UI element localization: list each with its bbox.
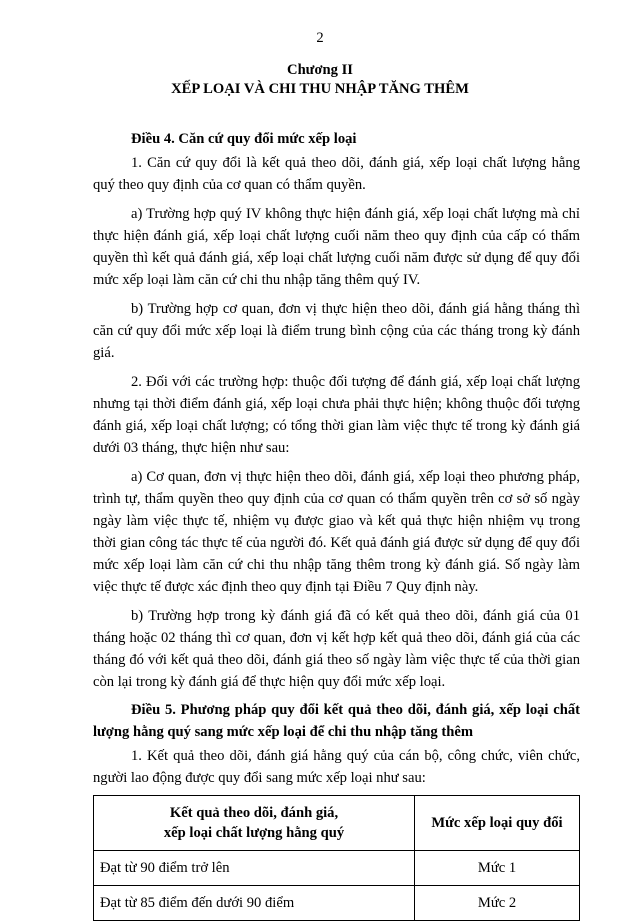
article-4-paragraph: 1. Căn cứ quy đổi là kết quả theo dõi, đánh giá, xếp loại chất lượng hằng quý theo quy định của cơ quan có thẩm quyền. [93, 155, 580, 193]
table-cell-level: Mức 2 [415, 886, 580, 921]
article-5-intro: 1. Kết quả theo dõi, đánh giá hằng quý của cán bộ, công chức, viên chức, người lao động được quy đổi sang mức xếp loại như sau: [93, 748, 580, 786]
article-4-paragraph: 2. Đối với các trường hợp: thuộc đối tượng để đánh giá, xếp loại chất lượng nhưng tại thời điểm đánh giá, xếp loại chưa phải thực hiện; không thuộc đối tượng đánh giá, xếp loại chất lượng; có tổng thời gian làm việc thực tế trong kỳ đánh giá dưới 03 tháng, thực hiện như sau: [93, 374, 580, 456]
table-cell-result: Đạt từ 90 điểm trở lên [94, 851, 415, 886]
article-4-paragraph: b) Trường hợp cơ quan, đơn vị thực hiện theo dõi, đánh giá hằng tháng thì căn cứ quy đổi mức xếp loại là điểm trung bình cộng của các tháng trong kỳ đánh giá. [93, 301, 580, 361]
table-cell-level: Mức 1 [415, 851, 580, 886]
chapter-number: Chương II [287, 62, 353, 78]
chapter-heading [0, 61, 640, 99]
article-4-paragraph: a) Cơ quan, đơn vị thực hiện theo dõi, đánh giá, xếp loại theo phương pháp, trình tự, thẩm quyền theo quy định của cơ quan có thẩm quyền trên cơ sở số ngày ngày làm việc thực tế, nhiệm vụ được giao và kết quả thực hiện nhiệm vụ trong thời gian công tác thực tế của người đó. Kết quả đánh giá được sử dụng để quy đổi mức xếp loại làm căn cứ chi thu nhập tăng thêm trong kỳ đánh giá. Số ngày làm việc thực tế được xác định theo quy định tại Điều 7 Quy định này. [93, 469, 580, 595]
chapter-title: XẾP LOẠI VÀ CHI THU NHẬP TĂNG THÊM [171, 81, 469, 97]
header-line: Kết quả theo dõi, đánh giá, [169, 805, 339, 821]
table-row [94, 851, 580, 886]
conversion-table [93, 795, 580, 921]
article-4-paragraph: a) Trường hợp quý IV không thực hiện đánh giá, xếp loại chất lượng mà chỉ thực hiện đánh giá, xếp loại chất lượng cuối năm theo quy định của cấp có thẩm quyền thì kết quả đánh giá, xếp loại chất lượng cuối năm được sử dụng để quy đổi mức xếp loại làm căn cứ chi thu nhập tăng thêm quý IV. [93, 206, 580, 288]
article-4-title: Điều 4. Căn cứ quy đổi mức xếp loại [131, 131, 357, 147]
document-body [93, 128, 580, 921]
page-number: 2 [316, 30, 324, 46]
table-row [94, 886, 580, 921]
header-line: xếp loại chất lượng hằng quý [163, 825, 345, 841]
article-4-paragraph: b) Trường hợp trong kỳ đánh giá đã có kết quả theo dõi, đánh giá của 01 tháng hoặc 02 tháng thì cơ quan, đơn vị kết hợp kết quả theo dõi, đánh giá của các tháng đó với kết quả theo dõi, đánh giá theo số ngày làm việc thực tế của thời gian còn lại trong kỳ đánh giá để thực hiện quy đổi mức xếp loại. [93, 608, 580, 690]
article-5-title: Điều 5. Phương pháp quy đổi kết quả theo dõi, đánh giá, xếp loại chất lượng hằng quý sang mức xếp loại để chi thu nhập tăng thêm [93, 702, 580, 740]
table-header-row [94, 796, 580, 851]
table-cell-result: Đạt từ 85 điểm đến dưới 90 điểm [94, 886, 415, 921]
table-header-level: Mức xếp loại quy đổi [415, 796, 580, 851]
table-header-result [94, 796, 415, 851]
